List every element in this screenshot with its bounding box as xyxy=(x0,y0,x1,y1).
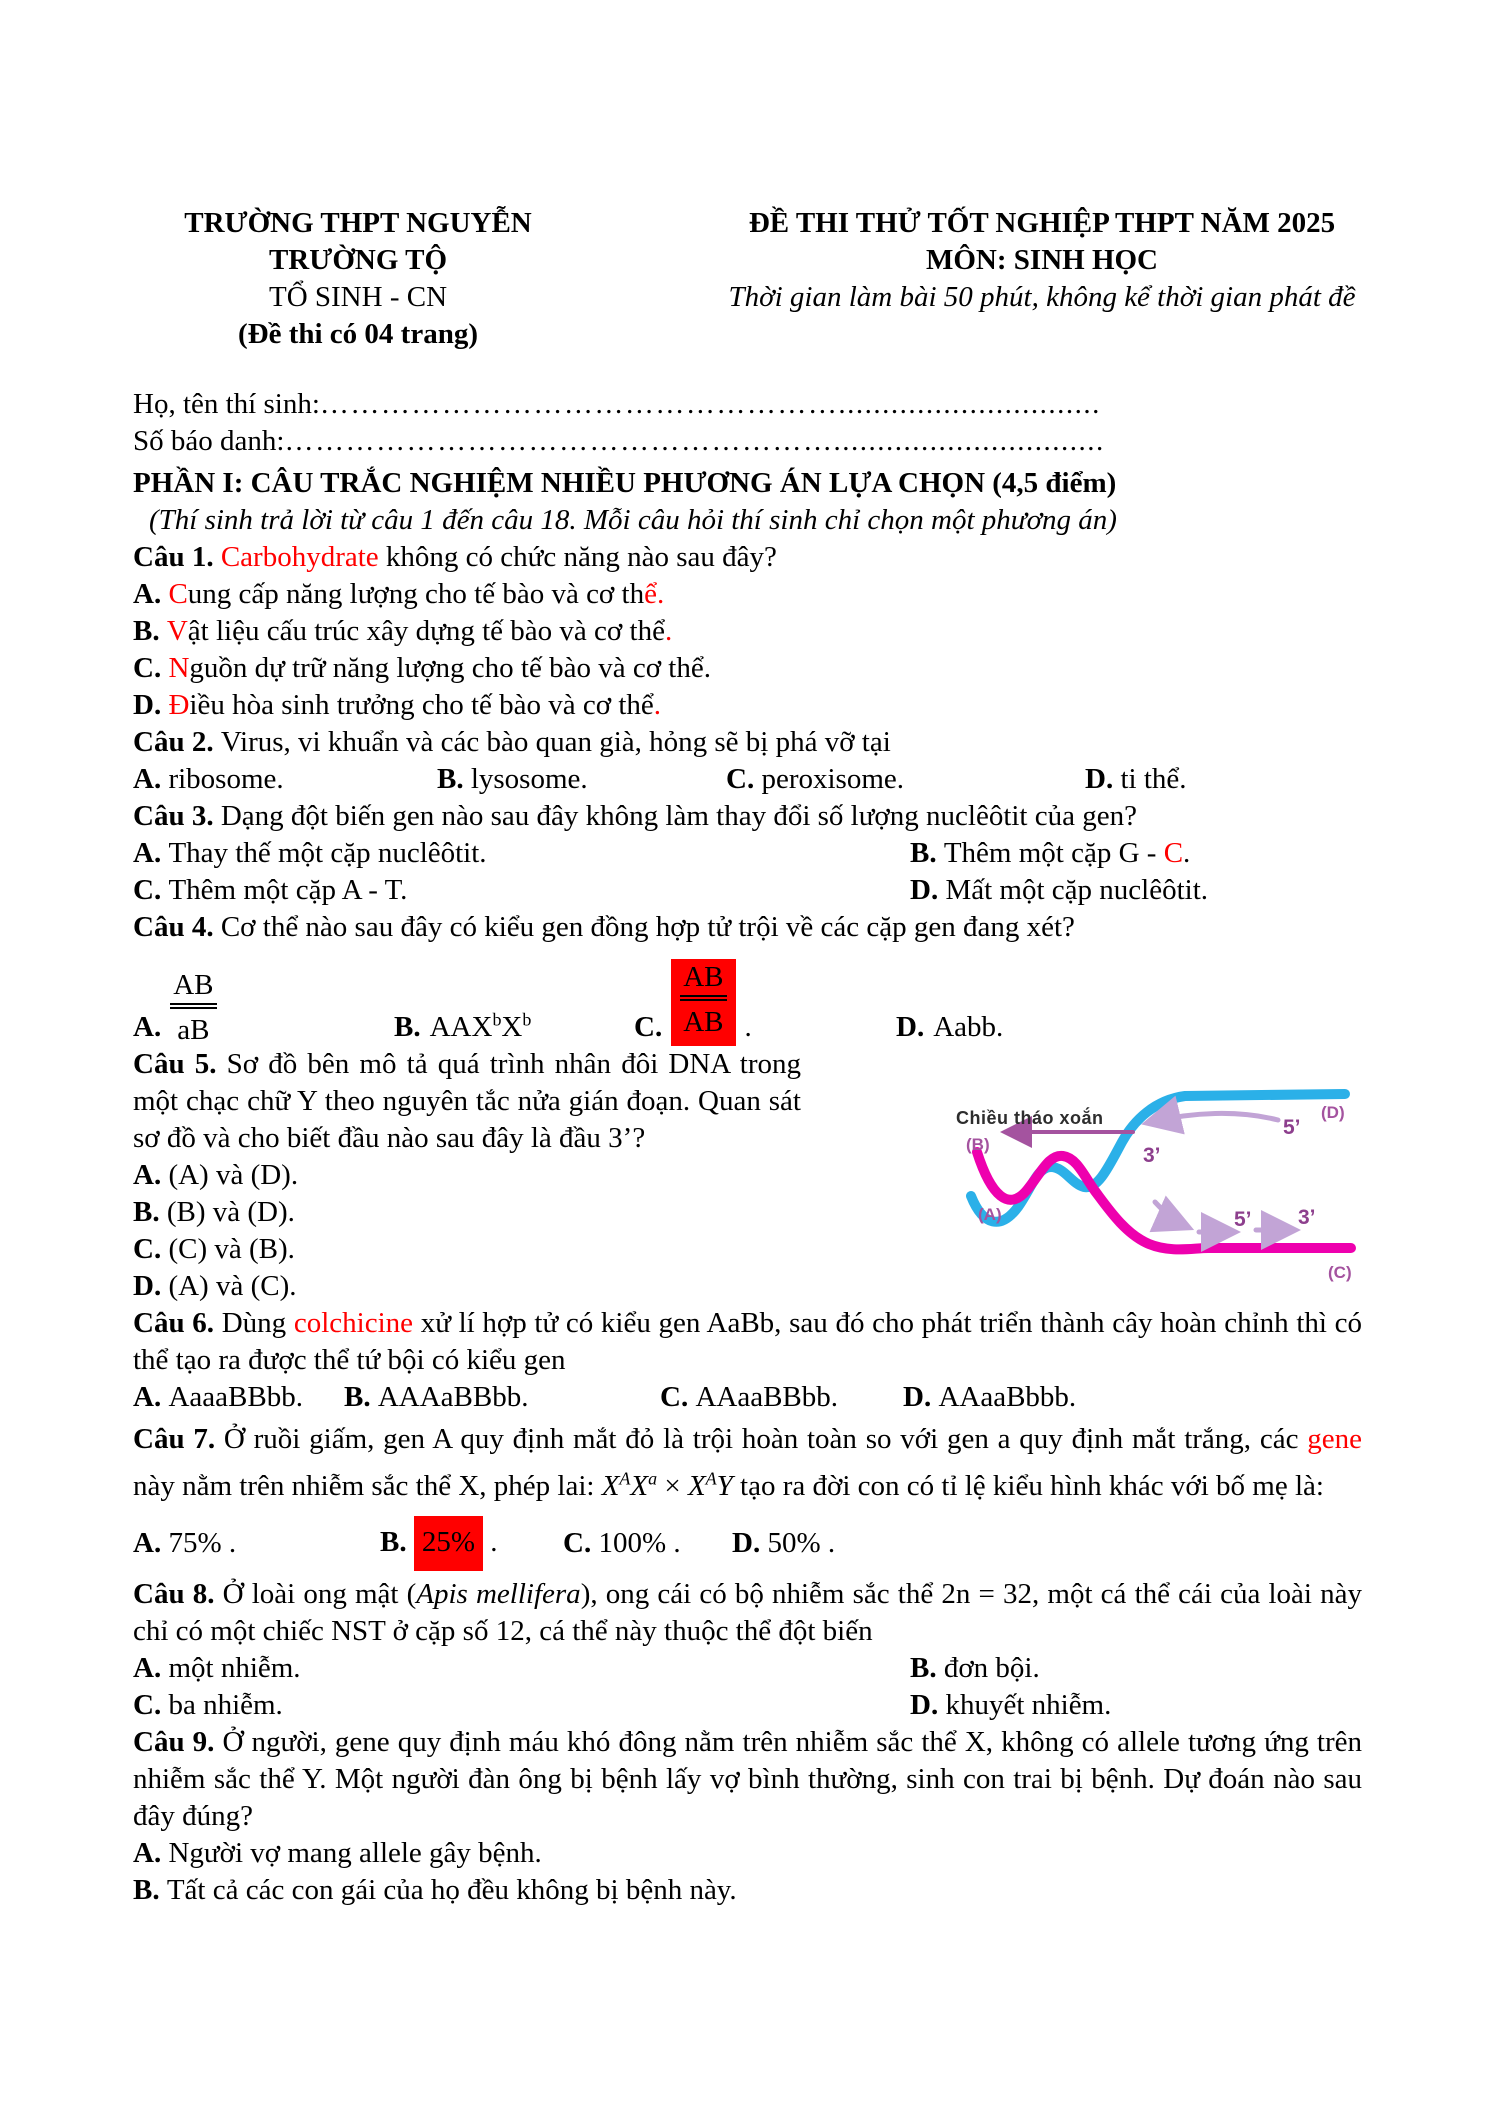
question-2-option-a: A. ribosome. xyxy=(133,763,284,795)
question-8-option-c: C. ba nhiễm. xyxy=(133,1689,283,1721)
question-7-options xyxy=(133,1510,1362,1576)
question-8-stem: Câu 8. Ở loài ong mật (Apis mellifera), ong cái có bộ nhiễm sắc thể 2n = 32, một cá thể cái của loài này chỉ có một chiếc NST ở cặp số 12, cá thể này thuộc thể đột biến xyxy=(133,1578,1362,1647)
question-1-stem: Câu 1. Carbohydrate không có chức năng nào sau đây? xyxy=(133,541,777,573)
question-3-options-row-1 xyxy=(133,835,1362,872)
question-7-option-a: A. 75% . xyxy=(133,1526,237,1559)
question-6-option-c: C. AAaaBBbb. xyxy=(660,1381,839,1413)
question-7-option-c: C. 100% . xyxy=(563,1526,681,1559)
question-2-option-d: D. ti thể. xyxy=(1085,763,1187,795)
student-name-dotted-line: …………………………………………….............................. xyxy=(319,388,1101,420)
question-6-stem: Câu 6. Dùng colchicine xử lí hợp tử có kiểu gen AaBb, sau đó cho phát triển thành cây hoàn chỉnh thì có thể tạo ra được thể tứ bội có kiểu gen xyxy=(133,1307,1363,1376)
genotype-fraction xyxy=(170,970,216,1046)
option-tail: . xyxy=(744,1011,752,1043)
question-3-option-b: B. Thêm một cặp G - C. xyxy=(910,837,1191,869)
fraction-top: AB xyxy=(170,970,216,1009)
question-2 xyxy=(133,724,1362,798)
question-1-option-c: C. Nguồn dự trữ năng lượng cho tế bào và cơ thể. xyxy=(133,652,711,684)
fraction-bottom: aB xyxy=(177,1014,210,1046)
genotype-value: Aabb. xyxy=(933,1011,1004,1043)
bottom-5-prime-label: 5’ xyxy=(1234,1208,1252,1231)
strand-a-label: (A) xyxy=(978,1205,1002,1224)
exam-subject: MÔN: SINH HỌC xyxy=(926,244,1158,276)
question-6-option-b: B. AAAaBBbb. xyxy=(344,1381,529,1413)
question-5-option-d: D. (A) và (C). xyxy=(133,1270,297,1302)
template-strand-magenta xyxy=(977,1152,1351,1249)
part1-note: (Thí sinh trả lời từ câu 1 đến câu 18. Mỗi câu hỏi thí sinh chỉ chọn một phương án) xyxy=(149,504,1117,536)
question-6-options xyxy=(133,1379,1362,1416)
question-9-option-a: A. Người vợ mang allele gây bệnh. xyxy=(133,1837,542,1869)
question-2-stem: Câu 2. Virus, vi khuẩn và các bào quan già, hỏng sẽ bị phá vỡ tại xyxy=(133,726,891,758)
genotype-fraction xyxy=(680,962,726,1038)
question-2-options xyxy=(133,761,1362,798)
question-2-option-b: B. lysosome. xyxy=(437,763,588,795)
question-8-option-d: D. khuyết nhiễm. xyxy=(910,1689,1112,1721)
question-5-stem: Câu 5. Sơ đồ bên mô tả quá trình nhân đôi DNA trong một chạc chữ Y theo nguyên tắc nửa gián đoạn. Quan sát sơ đồ và cho biết đầu nào sau đây là đầu 3’? xyxy=(133,1048,801,1154)
question-1 xyxy=(133,539,1362,724)
question-8 xyxy=(133,1576,1362,1724)
student-name-field xyxy=(133,386,1362,423)
question-4-option-a xyxy=(133,970,394,1046)
department-name: TỔ SINH - CN xyxy=(268,281,448,313)
question-5-option-a: A. (A) và (D). xyxy=(133,1159,299,1191)
question-4-options xyxy=(133,946,1362,1046)
question-7-stem: Câu 7. Ở ruồi giấm, gen A quy định mắt đỏ là trội hoàn toàn so với gen a quy định mắt trắng, các gene này nằm trên nhiễm sắc thể X, phép lai: $X^AX^a \times X^AY$ tạo ra đời con có tỉ lệ kiểu hình khác với bố mẹ là: xyxy=(133,1423,1362,1502)
school-name: TRƯỜNG THPT NGUYỄN TRƯỜNG TỘ xyxy=(184,207,532,276)
strand-c-label: (C) xyxy=(1328,1263,1352,1282)
fraction-top: AB xyxy=(680,962,726,1001)
bottom-3-prime-label: 3’ xyxy=(1298,1206,1316,1229)
question-4-option-d xyxy=(896,1009,1003,1046)
question-4-option-c xyxy=(634,959,896,1046)
question-7 xyxy=(133,1416,1362,1576)
question-6-option-d: D. AAaaBbbb. xyxy=(903,1381,1077,1413)
question-5-option-b: B. (B) và (D). xyxy=(133,1196,295,1228)
student-name-label: Họ, tên thí sinh: xyxy=(133,388,320,420)
bottom-curved-arrow-icon xyxy=(1155,1202,1185,1226)
student-id-field xyxy=(133,423,1362,460)
top-strand-direction-arrow-icon xyxy=(1151,1113,1278,1122)
question-3-stem: Câu 3. Dạng đột biến gen nào sau đây không làm thay đổi số lượng nuclêôtit của gen? xyxy=(133,800,1137,832)
question-7-option-b: B. 25% . xyxy=(380,1516,563,1571)
question-4-option-b xyxy=(394,1009,634,1046)
question-1-option-b: B. Vật liệu cấu trúc xây dựng tế bào và cơ thể. xyxy=(133,615,673,647)
question-9-stem: Câu 9. Ở người, gene quy định máu khó đông nằm trên nhiễm sắc thể X, không có allele tương ứng trên nhiễm sắc thể Y. Một người đàn ông bị bệnh lấy vợ bình thường, sinh con trai bị bệnh. Dự đoán nào sau đây đúng? xyxy=(133,1726,1362,1832)
highlighted-genotype xyxy=(671,959,735,1046)
question-3 xyxy=(133,798,1362,909)
option-label: A. xyxy=(133,1011,162,1043)
question-9-option-b: B. Tất cả các con gái của họ đều không bị bệnh này. xyxy=(133,1874,737,1906)
unwind-label: Chiều tháo xoắn xyxy=(956,1108,1104,1128)
dna-replication-fork-diagram xyxy=(933,1074,1378,1296)
top-3-prime-label: 3’ xyxy=(1143,1144,1161,1167)
question-3-option-a: A. Thay thế một cặp nuclêôtit. xyxy=(133,837,487,869)
question-4 xyxy=(133,909,1362,1046)
question-9 xyxy=(133,1724,1362,1909)
part1-title: PHẦN I: CÂU TRẮC NGHIỆM NHIỀU PHƯƠNG ÁN LỰA CHỌN (4,5 điểm) xyxy=(133,467,1117,499)
question-3-options-row-2 xyxy=(133,872,1362,909)
option-label: D. xyxy=(896,1011,925,1043)
exam-header xyxy=(133,205,1362,353)
option-label: B. xyxy=(394,1011,421,1043)
exam-duration: Thời gian làm bài 50 phút, không kể thời gian phát đề xyxy=(728,281,1356,313)
top-5-prime-label: 5’ xyxy=(1283,1116,1301,1139)
school-block xyxy=(133,205,583,353)
question-7-option-d: D. 50% . xyxy=(732,1526,836,1559)
question-1-option-d: D. Điều hòa sinh trưởng cho tế bào và cơ thể. xyxy=(133,689,661,721)
question-3-option-d: D. Mất một cặp nuclêôtit. xyxy=(910,874,1208,906)
question-8-options-row-2 xyxy=(133,1687,1362,1724)
student-id-dotted-line: ………………………………………………............................... xyxy=(284,425,1105,457)
question-2-option-c: C. peroxisome. xyxy=(726,763,905,795)
question-4-stem: Câu 4. Cơ thể nào sau đây có kiểu gen đồng hợp tử trội về các cặp gen đang xét? xyxy=(133,911,1075,943)
question-8-option-b: B. đơn bội. xyxy=(910,1652,1040,1684)
question-8-options-row-1 xyxy=(133,1650,1362,1687)
question-8-option-a: A. một nhiễm. xyxy=(133,1652,301,1684)
student-info xyxy=(133,386,1362,460)
question-5 xyxy=(133,1046,1362,1305)
page-count-note: (Đề thi có 04 trang) xyxy=(237,318,478,350)
exam-title: ĐỀ THI THỬ TỐT NGHIỆP THPT NĂM 2025 xyxy=(748,207,1336,239)
genotype-value: $AAX^bX^b$ xyxy=(429,1009,532,1043)
question-5-option-c: C. (C) và (B). xyxy=(133,1233,295,1265)
question-6 xyxy=(133,1305,1362,1416)
question-3-option-c: C. Thêm một cặp A - T. xyxy=(133,874,408,906)
question-1-option-a: A. Cung cấp năng lượng cho tế bào và cơ thể. xyxy=(133,578,665,610)
strand-d-label: (D) xyxy=(1321,1103,1345,1122)
student-id-label: Số báo danh: xyxy=(133,425,285,457)
option-label: C. xyxy=(634,1011,663,1043)
strand-b-label: (B) xyxy=(966,1135,990,1154)
fraction-bottom: AB xyxy=(683,1006,724,1038)
exam-title-block xyxy=(722,205,1362,353)
question-6-option-a: A. AaaaBBbb. xyxy=(133,1381,303,1413)
